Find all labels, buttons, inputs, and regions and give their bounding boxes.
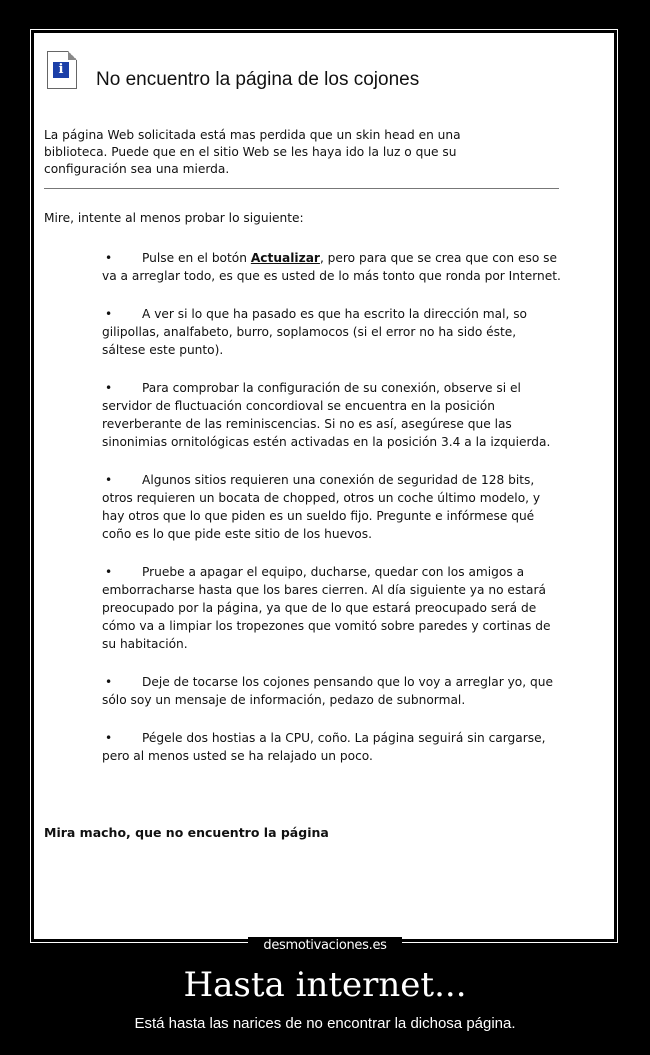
tip-text: Pulse en el botón [142, 251, 251, 265]
tip-item [102, 563, 562, 653]
bullet: • [105, 251, 113, 265]
bullet: • [105, 473, 113, 487]
poster-subtitle: Está hasta las narices de no encontrar la dichosa página. [134, 1015, 516, 1032]
tip-item [102, 673, 562, 709]
closing-text: Mira macho, que no encuentro la página [44, 825, 329, 840]
page-fold [68, 51, 77, 60]
page-title: No encuentro la página de los cojones [96, 69, 420, 90]
tip-text: Deje de tocarse los cojones pensando que lo voy a arreglar yo, que sólo soy un mensaje de información, pedazo de subnormal. [102, 675, 553, 707]
poster-title: Hasta internet... [183, 965, 467, 1005]
bullet: • [105, 381, 113, 395]
bullet: • [105, 565, 113, 579]
bullet: • [105, 675, 113, 689]
refresh-link[interactable]: Actualizar [250, 251, 320, 265]
tip-item [102, 379, 562, 451]
site-logo: desmotivaciones.es [248, 937, 402, 955]
intro-text: La página Web solicitada está mas perdida que un skin head en una biblioteca. Puede que en el sitio Web se les haya ido la luz o que su configuración sea una mierda. [44, 128, 461, 176]
tip-text: Para comprobar la configuración de su conexión, observe si el servidor de fluctuación concordioval se encuentra en la posición reverberante de las reminiscencias. Si no es así, asegúrese que las sinonimias ornitológicas estén activadas en la posición 3.4 a la izquierda. [102, 381, 551, 449]
bullet: • [105, 731, 113, 745]
bullet: • [105, 307, 113, 321]
tip-text: Pruebe a apagar el equipo, ducharse, quedar con los amigos a emborracharse hasta que los bares cierren. Al día siguiente ya no estará preocupado por la página, ya que de lo que estará preocupado será de cómo va a limpiar los tropezones que vomitó sobre paredes y cortinas de su habitación. [102, 565, 551, 651]
lead-text: Mire, intente al menos probar lo siguiente: [44, 211, 304, 225]
tip-item [102, 249, 562, 285]
tip-text: , pero para que se crea que con eso se va a arreglar todo, es que es usted de lo más tonto que ronda por Internet. [102, 251, 561, 283]
tips-list [102, 249, 562, 765]
tip-item [102, 729, 562, 765]
divider [44, 188, 559, 189]
tip-item [102, 471, 562, 543]
tip-text: Pégele dos hostias a la CPU, coño. La página seguirá sin cargarse, pero al menos usted se ha relajado un poco. [102, 731, 546, 763]
info-glyph: i [53, 62, 69, 78]
tip-item [102, 305, 562, 359]
tip-text: A ver si lo que ha pasado es que ha escrito la dirección mal, so gilipollas, analfabeto, burro, soplamocos (si el error no ha sido éste, sáltese este punto). [102, 307, 528, 357]
error-page [34, 33, 614, 939]
tip-text: Algunos sitios requieren una conexión de seguridad de 128 bits, otros requieren un bocata de chopped, otros un coche último modelo, y hay otros que lo que piden es un sueldo fijo. Pregunte e infórmese qué coño es lo que pide este sitio de los huevos. [102, 473, 541, 541]
info-icon [47, 51, 77, 89]
